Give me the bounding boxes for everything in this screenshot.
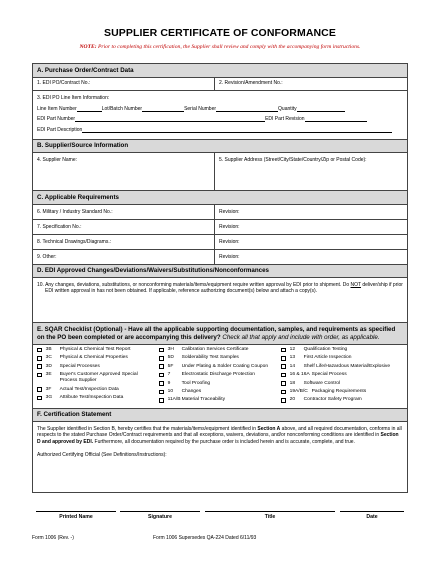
serial-number-label: Serial Number xyxy=(184,105,217,112)
item-label: Electrostatic Discharge Protection xyxy=(181,372,255,378)
requirement-row xyxy=(33,220,407,235)
certification-statement xyxy=(33,422,407,492)
revision-field[interactable]: Revision: xyxy=(219,209,240,215)
quantity-input[interactable] xyxy=(297,106,345,112)
item-label: First Article Inspection xyxy=(303,355,352,361)
section-a-row-1 xyxy=(33,78,407,91)
title-line[interactable] xyxy=(205,511,335,512)
item-label: Actual Test/Inspection Data xyxy=(59,386,119,392)
line-item-line-3 xyxy=(37,122,403,133)
item-label: Special Processes xyxy=(59,363,100,369)
checkbox[interactable] xyxy=(159,398,164,403)
section-d-row xyxy=(33,278,407,323)
checkbox[interactable] xyxy=(37,356,42,361)
item-label: Shelf Life/Hazardous Material/Explosive xyxy=(303,363,391,369)
footer-form-number: Form 1006 (Rev. -) xyxy=(32,535,74,541)
form-title: SUPPLIER CERTIFICATE OF CONFORMANCE xyxy=(104,27,336,39)
edi-part-number-input[interactable] xyxy=(75,116,265,122)
printed-name-line[interactable] xyxy=(36,511,116,512)
line-item-block xyxy=(33,91,407,139)
checklist-column-1 xyxy=(37,347,159,406)
item-number: 5F xyxy=(167,363,174,369)
checkbox[interactable] xyxy=(37,348,42,353)
checkbox[interactable] xyxy=(159,348,164,353)
checklist-item[interactable] xyxy=(37,364,159,372)
checklist-item[interactable] xyxy=(159,355,281,363)
supplier-address-field[interactable]: 5. Supplier Address (Street/City/State/Country/Zip or Postal Code): xyxy=(219,157,367,163)
checklist-item[interactable] xyxy=(37,372,159,386)
statement-emphasis: Section D and approved by EDI. xyxy=(37,432,399,445)
item-number: 3C xyxy=(45,355,52,361)
edi-part-description-label: EDI Part Description xyxy=(37,126,83,133)
item-number: 5D xyxy=(167,355,174,361)
revision-field[interactable]: Revision: xyxy=(219,239,240,245)
revision-amendment-field[interactable]: 2. Revision/Amendment No.: xyxy=(219,80,283,86)
section-a-row-3 xyxy=(33,91,407,140)
checklist-column-2 xyxy=(159,347,281,406)
edi-po-contract-field[interactable]: 1. EDI PO/Contract No.: xyxy=(33,78,215,90)
item-label: Solderability Test Samples xyxy=(181,355,239,361)
revision-field[interactable]: Revision: xyxy=(219,254,240,260)
line-item-number-label: Line Item Number xyxy=(37,105,77,112)
item-number: 3H xyxy=(167,347,174,352)
sqar-checklist xyxy=(33,345,407,409)
checklist-item[interactable] xyxy=(159,372,281,380)
item-number: 16 & 16A xyxy=(289,372,310,378)
checkbox[interactable] xyxy=(281,398,286,403)
checklist-item[interactable] xyxy=(281,381,403,389)
item-number: 3G xyxy=(45,394,53,400)
checkbox[interactable] xyxy=(159,381,164,386)
edi-part-number-label: EDI Part Number xyxy=(37,116,76,122)
checkbox[interactable] xyxy=(159,364,164,369)
requirement-row xyxy=(33,235,407,250)
item-number: 14 xyxy=(289,363,296,369)
signature-label: Signature xyxy=(148,514,172,520)
technical-drawings-field[interactable]: 8. Technical Drawings/Diagrams.: xyxy=(33,235,215,249)
certificate-form xyxy=(32,63,408,493)
item-number: 3D xyxy=(45,363,52,369)
signature-block xyxy=(32,511,408,525)
serial-number-input[interactable] xyxy=(216,106,278,112)
checkbox[interactable] xyxy=(37,373,42,378)
checklist-item[interactable] xyxy=(37,395,159,403)
note-label: NOTE: xyxy=(79,44,97,50)
item-number: 20 xyxy=(289,397,296,403)
statement-text: The Supplier identified in Section B, hereby certifies that the materials/items/equipment identified in xyxy=(37,426,257,432)
item-number: 19A/B/C xyxy=(289,388,308,394)
revision-field[interactable]: Revision: xyxy=(219,224,240,230)
item-number: 7 xyxy=(167,372,171,378)
approval-text-a: 10. Any changes, deviations, substitutions, or nonconforming materials/items/equipment require written approval by EDI prior to shipment. Do xyxy=(37,282,350,288)
checkbox[interactable] xyxy=(37,364,42,369)
item-number: 11A/B xyxy=(167,397,181,403)
checklist-item[interactable] xyxy=(281,397,403,405)
supplier-name-field[interactable]: 4. Supplier Name: xyxy=(33,153,215,190)
checklist-item[interactable] xyxy=(159,364,281,372)
checkbox[interactable] xyxy=(281,348,286,353)
specification-field[interactable]: 7. Specification No.: xyxy=(33,220,215,234)
item-number: 18 xyxy=(289,380,296,386)
checklist-item[interactable] xyxy=(37,387,159,395)
sqar-header-instruction: Check all that apply and include with order, as applicable. xyxy=(222,334,380,342)
signature-line[interactable] xyxy=(120,511,200,512)
printed-name-label: Printed Name xyxy=(59,514,93,520)
checkbox[interactable] xyxy=(37,387,42,392)
lot-batch-number-input[interactable] xyxy=(142,106,184,112)
statement-emphasis: Section A xyxy=(257,426,281,432)
item-label: Calibration Services Certificate xyxy=(181,347,249,352)
checkbox[interactable] xyxy=(37,396,42,401)
item-label: Packaging Requirements xyxy=(311,388,367,394)
item-number: 12 xyxy=(289,347,296,352)
sqar-header-text: E. SQAR Checklist (Optional) - Have all the applicable supporting documentation, samples, and requirements as specified on the PO been completed or are accompanying this delivery? xyxy=(37,326,396,342)
form-note xyxy=(0,44,440,51)
section-f-header: F. Certification Statement xyxy=(33,409,407,422)
checkbox[interactable] xyxy=(281,373,286,378)
date-line[interactable] xyxy=(340,511,404,512)
section-c-header: C. Applicable Requirements xyxy=(33,191,407,205)
lot-batch-number-label: Lot/Batch Number xyxy=(101,105,143,112)
item-label: Attribute Test/Inspection Data xyxy=(59,394,124,400)
military-standard-field[interactable]: 6. Military / Industry Standard No.: xyxy=(33,205,215,219)
date-label: Date xyxy=(366,514,378,520)
item-label: Software Control xyxy=(303,380,341,386)
item-label: Contractor Safety Program xyxy=(303,397,362,403)
item-number: 3B xyxy=(45,347,52,352)
checklist-grid xyxy=(33,345,407,408)
footer-supersedes: Form 1006 Supersedes QA-224 Dated 6/11/93 xyxy=(153,535,257,541)
item-number: 10 xyxy=(167,388,174,394)
section-e-header xyxy=(33,323,407,345)
other-field[interactable]: 9. Other: xyxy=(33,250,215,264)
edi-part-revision-label: EDI Part Revision xyxy=(265,116,305,122)
line-item-info-label: 3. EDI PO Line Item Information: xyxy=(37,95,110,101)
checklist-item[interactable] xyxy=(159,381,281,389)
title-label: Title xyxy=(264,514,276,520)
checkbox[interactable] xyxy=(281,381,286,386)
line-item-line-1 xyxy=(37,101,403,112)
section-b-row xyxy=(33,153,407,191)
requirement-row xyxy=(33,205,407,220)
section-b-header: B. Supplier/Source Information xyxy=(33,140,407,153)
requirement-row xyxy=(33,250,407,265)
statement-text: above, and all required documentation, conforms in all respects to the stated Purchase Order/Contract requirements and that all exceptions, waivers, deviations, and/or nonconforming conditions are identified in xyxy=(37,426,402,439)
checkbox[interactable] xyxy=(159,390,164,395)
edi-part-description-input[interactable] xyxy=(82,127,392,133)
checklist-item[interactable] xyxy=(37,355,159,363)
item-label: Changes xyxy=(181,388,202,394)
quantity-label: Quantity xyxy=(278,105,297,112)
checkbox[interactable] xyxy=(281,390,286,395)
checklist-item[interactable] xyxy=(159,397,281,405)
certification-paragraph xyxy=(37,426,403,445)
item-label: Tool Proofing xyxy=(181,380,211,386)
item-label: Physical & Chemical Properties xyxy=(59,355,128,361)
checklist-item[interactable] xyxy=(281,372,403,380)
checklist-item[interactable] xyxy=(281,364,403,372)
section-d-header: D. EDI Approved Changes/Deviations/Waivers/Substitutions/Nonconformances xyxy=(33,265,407,278)
item-label: Special Process xyxy=(311,372,347,378)
item-label: Buyer's Customer Approved Special Process Supplier xyxy=(59,372,138,384)
item-number: 9 xyxy=(167,380,171,386)
statement-text: Furthermore, all documentation required by the purchase order is included herein and is accurate, complete, and true. xyxy=(94,438,355,445)
section-f-row xyxy=(33,422,407,492)
authorized-official-label: Authorized Certifying Official (See Definitions/Instructions): xyxy=(37,451,167,458)
item-label: Under Plating & Solder Coating Coupon xyxy=(181,363,269,369)
approved-changes-field[interactable] xyxy=(33,278,407,322)
item-label: Physical & Chemical Test Report xyxy=(59,347,131,352)
section-a-header: A. Purchase Order/Contract Data xyxy=(33,64,407,78)
checklist-item[interactable] xyxy=(281,355,403,363)
checklist-column-3 xyxy=(281,347,403,406)
approval-not: NOT xyxy=(350,282,361,288)
checkbox[interactable] xyxy=(159,356,164,361)
item-label: Qualification Testing xyxy=(303,347,348,352)
item-number: 3F xyxy=(45,386,52,392)
checkbox[interactable] xyxy=(281,356,286,361)
checkbox[interactable] xyxy=(281,364,286,369)
approval-text-b: deliver/ship if prior EDI written approval in has not been obtained. If applicable, reference authorizing document(s) below and attach a copy(s). xyxy=(45,282,403,294)
line-item-line-2 xyxy=(37,112,403,123)
item-label: Material Traceability xyxy=(181,397,226,403)
edi-part-revision-input[interactable] xyxy=(305,116,367,122)
checkbox[interactable] xyxy=(159,373,164,378)
item-number: 3E xyxy=(45,372,52,378)
item-number: 13 xyxy=(289,355,296,361)
note-text: Prior to completing this certification, the Supplier shall review and comply with the accompanying form instructions. xyxy=(97,44,361,50)
line-item-number-input[interactable] xyxy=(77,106,102,112)
